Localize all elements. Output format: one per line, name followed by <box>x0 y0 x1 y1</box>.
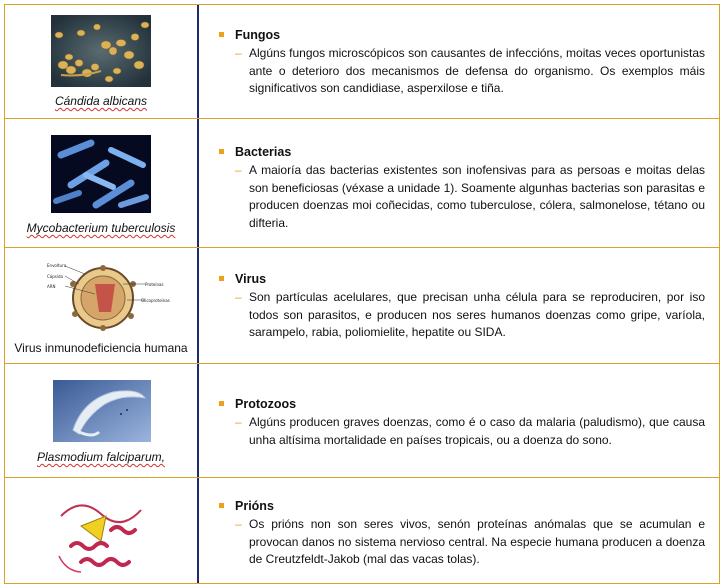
dash-icon: – <box>235 163 242 177</box>
section-body: – Algúns fungos microscópicos son causantes de infeccións, moitas veces oportunistas ante o deterioro dos mecanismos de defensa do organismo. Os exemplos máis significativos son candidiase, asperxilose e tiña. <box>235 46 705 95</box>
table-row-virus <box>5 248 719 364</box>
bullet-icon <box>219 32 224 37</box>
section-heading: Protozoos <box>217 396 705 412</box>
diagram-label-arn: ARN <box>47 284 56 289</box>
bullet-icon <box>219 401 224 406</box>
section-body: – Son partículas acelulares, que precisan unha célula para se reproduciren, por iso todos son parasitos, e producen nos seres humanos doenzas como gripe, varíola, sarampelo, rabia, poliomielite, hepatite ou SIDA. <box>235 290 705 339</box>
section-heading: Bacterias <box>217 144 705 160</box>
image-caption: Cándida albicans <box>54 94 148 108</box>
table-row-protozoos <box>5 364 719 478</box>
text-cell <box>217 271 705 342</box>
dash-icon: – <box>235 46 242 60</box>
dash-icon: – <box>235 415 242 429</box>
image-cell <box>5 248 197 363</box>
image-cell <box>5 5 197 118</box>
image-cell <box>5 478 197 585</box>
hiv-diagram-image <box>45 254 170 338</box>
diagram-label-glicoproteinas: Glicoproteínas <box>141 298 170 303</box>
bullet-icon <box>219 276 224 281</box>
dash-icon: – <box>235 517 242 531</box>
diagram-label-envoltura: Envoltura <box>47 263 67 268</box>
section-body: – Algúns producen graves doenzas, como é o caso da malaria (paludismo), que causa unha altísima mortalidade en países tropicais, ou a doenza do sono. <box>235 415 705 447</box>
text-cell <box>217 498 705 569</box>
bullet-icon <box>219 503 224 508</box>
image-caption: Plasmodium falciparum, <box>36 450 166 464</box>
section-heading: Virus <box>217 271 705 287</box>
image-cell <box>5 364 197 477</box>
pathogens-table <box>4 4 720 584</box>
diagram-label-capsida: Cápsida <box>47 274 63 279</box>
bacteria-image <box>51 135 151 213</box>
table-row-fungos <box>5 5 719 119</box>
image-caption: Virus inmunodeficiencia humana <box>14 341 188 355</box>
section-body: – Os prións non son seres vivos, senón proteínas anómalas que se acumulan e provocan danos no sistema nervioso central. Na especie humana producen a doenza de Creutzfeldt-Jakob (mal das vacas tolas). <box>235 517 705 566</box>
section-body: – A maioría das bacterias existentes son inofensivas para as persoas e moitas delas son beneficiosas (véxase a unidade 1). Soamente algunhas bacterias son parasitas e producen doenzas moi coñecidas, como tuberculose, cólera, salmonelose, tétano ou difteria. <box>235 163 705 230</box>
protozoan-image <box>53 380 151 442</box>
image-cell <box>5 119 197 247</box>
image-caption: Mycobacterium tuberculosis <box>26 221 176 235</box>
section-heading: Prións <box>217 498 705 514</box>
table-row-bacterias <box>5 119 719 248</box>
section-heading: Fungos <box>217 27 705 43</box>
prion-image <box>51 486 151 578</box>
dash-icon: – <box>235 290 242 304</box>
text-cell <box>217 396 705 449</box>
text-cell <box>217 144 705 232</box>
bullet-icon <box>219 149 224 154</box>
candida-image <box>51 15 151 87</box>
text-cell <box>217 27 705 98</box>
diagram-label-proteinas: Proteínas <box>145 282 164 287</box>
table-row-prions <box>5 478 719 585</box>
